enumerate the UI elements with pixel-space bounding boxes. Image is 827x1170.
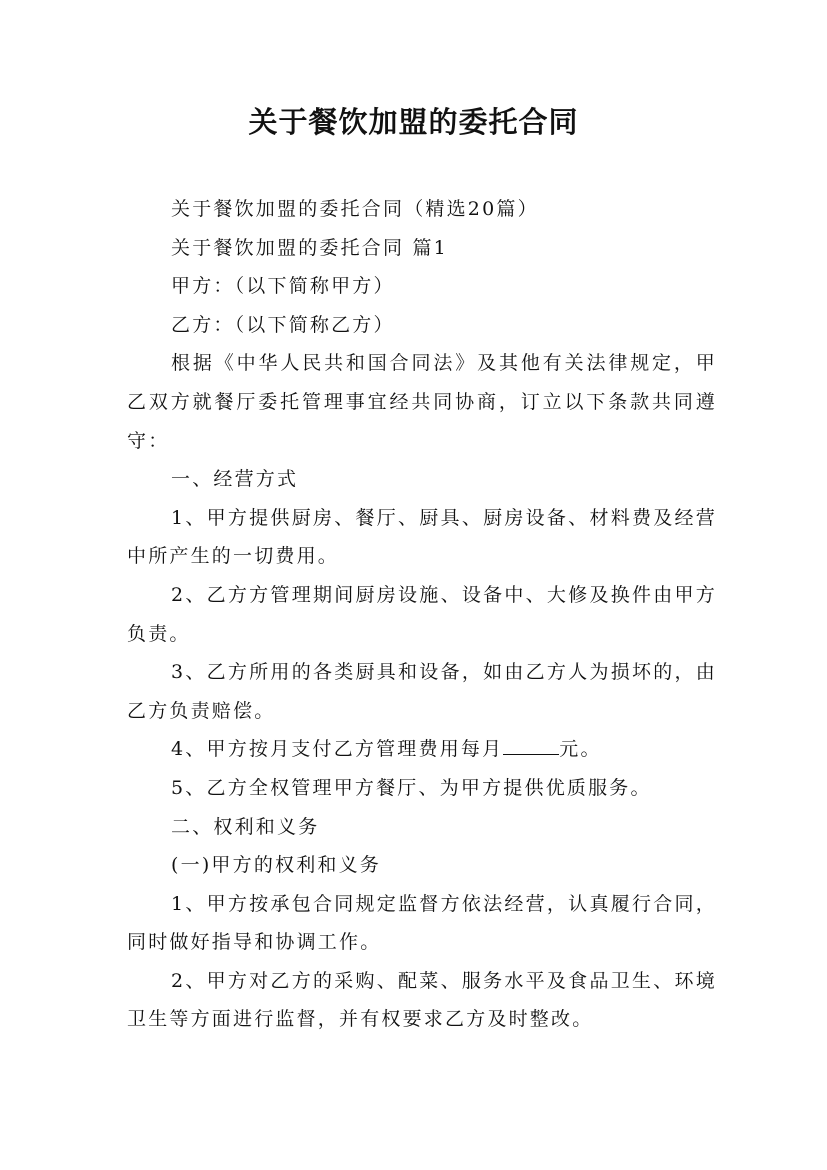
paragraph-party-a: 甲方：（以下简称甲方）	[171, 275, 395, 298]
paragraph-heading-operation: 一、经营方式	[171, 468, 299, 491]
document-body	[127, 190, 717, 1039]
fee-line-suffix: 元。	[559, 738, 602, 761]
paragraph-preamble: 根据《中华人民共和国合同法》及其他有关法律规定，甲乙双方就餐厅委托管理事宜经共同协商，订立以下条款共同遵守：	[127, 352, 717, 452]
paragraph-heading-rights: 二、权利和义务	[171, 815, 320, 838]
paragraph-rights-1: 1、甲方按承包合同规定监督方依法经营，认真履行合同，同时做好指导和协调工作。	[127, 892, 717, 954]
paragraph-subtitle: 关于餐饮加盟的委托合同（精选20篇）	[171, 198, 539, 220]
paragraph-clause-3: 3、乙方所用的各类厨具和设备，如由乙方人为损坏的，由乙方负责赔偿。	[127, 661, 717, 722]
fee-amount-blank	[503, 735, 559, 755]
paragraph-clause-4	[127, 730, 717, 769]
paragraph-clause-5: 5、乙方全权管理甲方餐厅、为甲方提供优质服务。	[171, 776, 652, 799]
paragraph-rights-2: 2、甲方对乙方的采购、配菜、服务水平及食品卫生、环境卫生等方面进行监督，并有权要求乙方及时整改。	[127, 969, 717, 1031]
paragraph-party-b: 乙方：（以下简称乙方）	[171, 313, 395, 336]
paragraph-clause-2: 2、乙方方管理期间厨房设施、设备中、大修及换件由甲方负责。	[127, 583, 717, 645]
paragraph-clause-1: 1、甲方提供厨房、餐厅、厨具、厨房设备、材料费及经营中所产生的一切费用。	[127, 506, 717, 568]
paragraph-subheading-party-a: (一)甲方的权利和义务	[171, 854, 382, 877]
paragraph-section-heading: 关于餐饮加盟的委托合同 篇1	[171, 236, 448, 259]
document-title: 关于餐饮加盟的委托合同	[248, 105, 579, 139]
fee-line-prefix: 4、甲方按月支付乙方管理费用每月	[171, 738, 504, 761]
